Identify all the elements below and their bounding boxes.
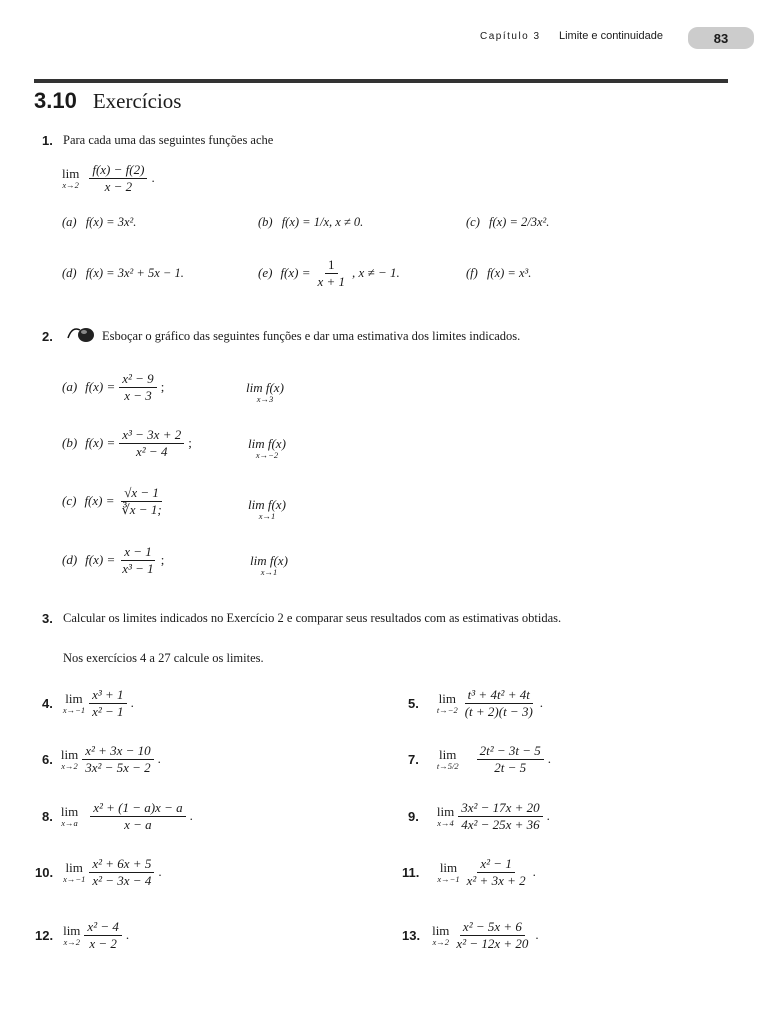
ex2-item-d: (d) f(x) = $\frac{x - 1}{\text{x³ − 1}}$ ; xyxy=(62,544,165,576)
limit-operator: lim x→2 xyxy=(62,165,80,190)
limit-exercise: 7. lim t→5/2 $\frac{\text{2t² − 3t − 5}}{2t - 5}$ . xyxy=(408,743,551,775)
ex2-limit-d: lim f(x) x→1 xyxy=(250,553,288,577)
fraction: $\frac{\text{x² − 5x + 6}}{\text{x² − 12x + 20}}$ xyxy=(456,919,529,951)
limit-exercise: 10. lim x→−1 $\frac{\text{x² + 6x + 5}}{\text{x² − 3x − 4}}$ . xyxy=(35,856,162,888)
fraction: $\frac{f(x) - f(2)}{x - 2}$ xyxy=(89,163,147,193)
ex2-item-c: (c) f(x) = $\frac{√x - 1}{∛x - 1;}$ xyxy=(62,486,169,516)
fraction: $\frac{1}{x + 1}$ xyxy=(317,257,346,289)
ex2-limit-a: lim f(x) x→3 xyxy=(246,380,284,404)
fraction: $\frac{\text{x³ + 1}}{\text{x² − 1}}$ xyxy=(89,688,126,718)
fraction: $\frac{\text{t³ + 4t² + 4t}}{(t + 2)(t - 3)}$ xyxy=(464,687,533,719)
limit-exercise: 11. lim x→−1 $\frac{\text{x² − 1}}{\text{x² + 3x + 2}}$ . xyxy=(402,856,536,888)
computer-mouse-icon xyxy=(66,324,96,344)
ex2-item-a: (a) f(x) = $\frac{\text{x² − 9}}{x - 3}$ ; xyxy=(62,371,165,403)
fraction: $\frac{\text{x² − 4}}{x - 2}$ xyxy=(84,920,121,950)
fraction: $\frac{\text{x² + 6x + 5}}{\text{x² − 3x − 4}}$ xyxy=(89,857,154,887)
fraction: $\frac{√x - 1}{∛x - 1;}$ xyxy=(121,485,162,517)
header-rule xyxy=(34,79,728,83)
fraction: $\frac{\text{x² + 3x − 10}}{\text{3x² − 5x − 2}}$ xyxy=(82,744,153,774)
limit-exercise: 8. lim x→a $\frac{\text{x² + (1 − a)x − a}}{x - a}$ . xyxy=(42,800,193,832)
section-title: Exercícios xyxy=(92,89,182,113)
fraction: $\frac{\text{2t² − 3t − 5}}{2t - 5}$ xyxy=(477,744,544,774)
fraction: $\frac{\text{x² − 1}}{\text{x² + 3x + 2}}$ xyxy=(466,856,526,888)
section-number: 3.10 xyxy=(34,88,77,113)
ex1-item-b: (b) f(x) = 1/x, x ≠ 0. xyxy=(258,215,364,229)
page-number: 83 xyxy=(688,27,754,49)
chapter-title: Limite e continuidade xyxy=(559,30,663,42)
exercise-number: 3. xyxy=(42,611,53,626)
ex1-item-c: (c) f(x) = 2/3x². xyxy=(466,215,550,229)
ex2-limit-b: lim f(x) x→−2 xyxy=(248,436,286,460)
exercise-number: 1. xyxy=(42,133,53,148)
ex1-item-d: (d) f(x) = 3x² + 5x − 1. xyxy=(62,266,184,280)
exercise-number: 2. xyxy=(42,329,53,344)
limit-exercise: 12. lim x→2 $\frac{\text{x² − 4}}{x - 2}$ . xyxy=(35,919,130,951)
ex1-item-a: (a) f(x) = 3x². xyxy=(62,215,137,229)
limit-exercise: 4. lim x→−1 $\frac{\text{x³ + 1}}{\text{x² − 1}}$ . xyxy=(42,687,134,719)
exercise-text: Esboçar o gráfico das seguintes funções e dar uma estimativa dos limites indicados. xyxy=(102,329,521,343)
ex1-limit-expression: lim x→2 $\frac{f(x) - f(2)}{x - 2}$ . xyxy=(62,162,155,194)
limit-exercise: 9. lim x→4 $\frac{\text{3x² − 17x + 20}}{\text{4x² − 25x + 36}}$ . xyxy=(408,800,550,832)
exercise-text: Calcular os limites indicados no Exercício 2 e comparar seus resultados com as estimativas obtidas. xyxy=(63,611,562,625)
fraction: $\frac{x - 1}{\text{x³ − 1}}$ xyxy=(122,544,154,576)
fraction: $\frac{\text{3x² − 17x + 20}}{\text{4x² − 25x + 36}}$ xyxy=(458,801,542,831)
exercise-text: Para cada uma das seguintes funções ache xyxy=(63,133,274,147)
chapter-label: Capítulo 3 xyxy=(480,31,541,42)
ex1-item-f: (f) f(x) = x³. xyxy=(466,266,532,280)
limit-exercise: 6. lim x→2 $\frac{\text{x² + 3x − 10}}{\text{3x² − 5x − 2}}$ . xyxy=(42,743,161,775)
limit-exercise: 5. lim t→−2 $\frac{\text{t³ + 4t² + 4t}}{(t + 2)(t - 3)}$ . xyxy=(408,687,544,719)
ex2-limit-c: lim f(x) x→1 xyxy=(248,497,286,521)
limit-exercise: 13. lim x→2 $\frac{\text{x² − 5x + 6}}{\text{x² − 12x + 20}}$ . xyxy=(402,919,539,951)
section-heading xyxy=(34,88,181,114)
fraction: $\frac{\text{x² − 9}}{x - 3}$ xyxy=(119,372,156,402)
ex2-item-b: (b) f(x) = $\frac{\text{x³ − 3x + 2}}{\text{x² − 4}}$ ; xyxy=(62,427,192,459)
fraction: $\frac{\text{x² + (1 − a)x − a}}{x - a}$ xyxy=(90,801,185,831)
fraction: $\frac{\text{x³ − 3x + 2}}{\text{x² − 4}}$ xyxy=(119,428,184,458)
ex1-item-e: (e) f(x) = $\frac{1}{x + 1}$ , x ≠ − 1. xyxy=(258,257,400,289)
instructions-text: Nos exercícios 4 a 27 calcule os limites. xyxy=(63,651,264,665)
